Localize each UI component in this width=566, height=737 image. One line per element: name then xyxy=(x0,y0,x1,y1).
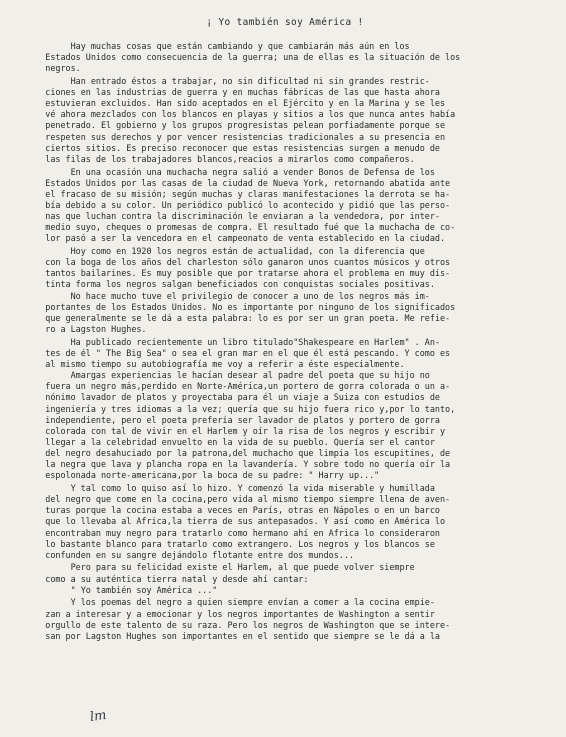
text-line: la negra que lava y plancha ropa en la lavandería. Y sobre todo no quería oír la xyxy=(20,459,451,470)
text-line: estuvieran excluidos. Han sido aceptados en el Ejército y en la Marina y se les xyxy=(20,98,446,109)
text-line: Estados Unidos por las casas de la ciudad de Nueva York, retornando abatida ante xyxy=(20,177,451,188)
text-line: Pero para su felicidad existe el Harlem, al que puede volver siempre xyxy=(20,562,415,573)
paragraph xyxy=(20,562,550,595)
text-line: medio suyo, cheques o promesas de compra. El resultado fué que la muchacha de co- xyxy=(20,222,456,233)
text-line: Hoy como en 1920 los negros están de actualidad, con la diferencia que xyxy=(20,246,425,257)
handwritten-initials: lm xyxy=(89,707,108,726)
document-body xyxy=(20,41,550,642)
text-line: tantos bailarines. Es muy posible que por tratarse ahora el problema en muy dis- xyxy=(20,268,451,279)
document-title: ¡ Yo también soy América ! xyxy=(206,17,364,28)
text-line: zan a interesar y a emocionar y los negros importantes de Washington a sentir xyxy=(20,608,435,619)
text-line: que lo llevaba al Africa,la tierra de sus antepasados. Y así como en América lo xyxy=(20,516,446,527)
text-line: negros. xyxy=(20,63,81,74)
paragraph xyxy=(20,41,550,74)
text-line: Estados Unidos como consecuencia de la guerra; una de ellas es la situación de los xyxy=(20,52,461,63)
text-line: tinta forma los negros salgan beneficiados con conquistas sociales positivas. xyxy=(20,279,435,290)
text-line: No hace mucho tuve el privilegio de conocer a uno de los negros más im- xyxy=(20,290,430,301)
text-line: tes de él " The Big Sea" o sea el gran mar en el que él está pescando. Y como es xyxy=(20,347,451,358)
text-line: penetrado. El gobierno y los grupos progresistas pelean porfiadamente porque se xyxy=(20,120,446,131)
text-line: del negro desahuciado por la patrona,del muchacho que limpia los escupitines, de xyxy=(20,448,451,459)
text-line: como a su auténtica tierra natal y desde ahí cantar: xyxy=(20,573,309,584)
paragraph xyxy=(20,167,550,245)
text-line: las filas de los trabajadores blancos,reacios a mirarlos como compañeros. xyxy=(20,153,415,164)
text-line: Ha publicado recientemente un libro titulado"Shakespeare en Harlem" . An- xyxy=(20,336,440,347)
text-line: independiente, pero el poeta prefería ser lavador de platos y portero de gorra xyxy=(20,414,440,425)
text-line: orgullo de este talento de su raza. Pero los negros de Washington que se intere- xyxy=(20,619,451,630)
text-line: Y los poemas del negro a quien siempre envían a comer a la cocina empie- xyxy=(20,597,435,608)
text-line: el fracaso de su misión; según muchas y claras manifestaciones la derrota se ha- xyxy=(20,188,451,199)
text-line: ingeniería y tres idiomas a la vez; quería que su hijo fuera rico y,por lo tanto, xyxy=(20,403,456,414)
text-line: turas porque la cocina estaba a veces en París, otras en Nápoles o en un barco xyxy=(20,505,440,516)
paragraph xyxy=(20,337,550,482)
text-line: nas que luchan contra la discriminación le enviaran a la vendedora, por inter- xyxy=(20,211,440,222)
text-line: portantes de los Estados Unidos. No es importante por ninguno de los significados xyxy=(20,301,456,312)
text-line: san por Lagston Hughes son importantes en el sentido que siempre se le dá a la xyxy=(20,630,440,641)
text-line: Y tal como lo quiso así lo hizo. Y comenzó la vida miserable y humillada xyxy=(20,482,435,493)
text-line: Hay muchas cosas que están cambiando y que cambiarán más aún en los xyxy=(20,41,410,51)
text-line: nónimo lavador de platos y proyectaba para él un viaje a Suiza con estudios de xyxy=(20,392,440,403)
text-line: con la boga de los años del charleston sólo ganaron unos cuantos músicos y otros xyxy=(20,257,451,268)
text-line: espolonada norte-americana,por la boca de su padre: " Harry up..." xyxy=(20,470,380,481)
paragraph xyxy=(20,597,550,642)
text-line: fuera un negro más,perdido en Norte-América,un portero de gorra colorada o un a- xyxy=(20,381,451,392)
text-line: encontraban muy negro para tratarlo como hermano ahí en Africa lo consideraron xyxy=(20,527,440,538)
paragraph xyxy=(20,483,550,561)
text-line: ro a Lagston Hughes. xyxy=(20,324,147,335)
text-line: colorada con tal de vivir en el Harlem y oír la risa de los negros y escribir y xyxy=(20,425,446,436)
text-line: respeten sus derechos y por vencer resistencias tradicionales a su presencia en xyxy=(20,131,446,142)
text-line: llegar a la celebridad envuelto en la vida de su pueblo. Quería ser el cantor xyxy=(20,436,435,447)
text-line: bía debido a su color. Un periódico publicó lo acontecido y pidió que las perso- xyxy=(20,199,451,210)
text-line: que generalmente se le dá a esta palabra: lo es por ser un gran poeta. Me refie- xyxy=(20,312,451,323)
text-line: ciones en las industrias de guerra y en muchas fábricas de las que hasta ahora xyxy=(20,87,440,98)
text-line: vé ahora mezclados con los blancos en playas y sitios a los que nunca antes había xyxy=(20,109,456,120)
text-line: En una ocasión una muchacha negra salió a vender Bonos de Defensa de los xyxy=(20,166,435,177)
text-line: confunden en su sangre dejándolo flotante entre dos mundos... xyxy=(20,549,354,560)
text-line: Han entrado éstos a trabajar, no sin dificultad ni sin grandes restric- xyxy=(20,75,430,86)
paragraph xyxy=(20,76,550,165)
text-line: ciertos sitios. Es preciso reconocer que estas resistencias surgen a menudo de xyxy=(20,142,440,153)
text-line: " Yo también soy América ..." xyxy=(20,584,218,595)
text-line: lo bastante blanco para tratarlo como extrangero. Los negros y los blancos se xyxy=(20,538,435,549)
paragraph xyxy=(20,246,550,335)
text-line: Amargas experiencias le hacían desear al padre del poeta que su hijo no xyxy=(20,370,430,381)
text-line: al mismo tiempo su autobiografía me voy a referir a éste especialmente. xyxy=(20,358,405,369)
text-line: lor pasó a ser la vencedora en el campeonato de venta establecido en la ciudad. xyxy=(20,233,446,244)
text-line: del negro que come en la cocina,pero vida al mismo tiempo siempre llena de aven- xyxy=(20,494,451,505)
